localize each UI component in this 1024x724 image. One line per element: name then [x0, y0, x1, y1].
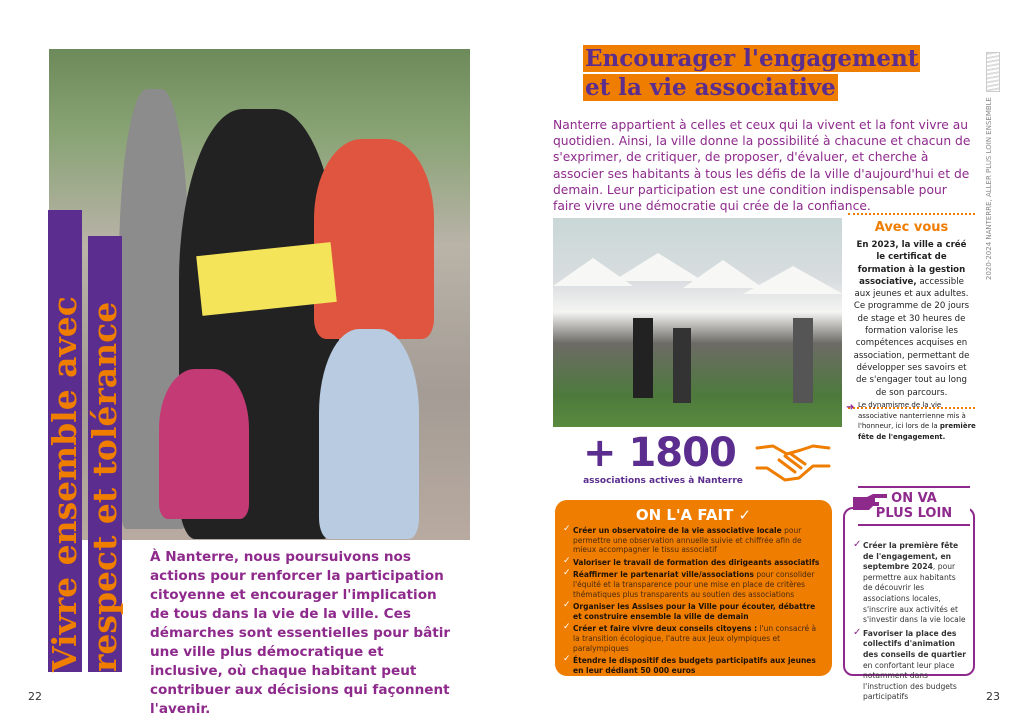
on-la-fait-list: [563, 526, 824, 675]
list-item: [853, 541, 967, 626]
stat-value: + 1800: [583, 430, 736, 476]
item-bold: Créer et faire vivre deux conseils citoyens :: [573, 624, 758, 634]
item-bold: Créer la première fête de l'engagement, en septembre 2024: [863, 541, 959, 572]
title-line-2: et la vie associative: [585, 74, 836, 101]
photo-association-fair: [553, 218, 842, 427]
avec-vous-box: [848, 213, 975, 409]
avec-vous-text: [851, 239, 972, 399]
avec-vous-bold: En 2023, la ville a créé le certificat de formation à la gestion associative,: [856, 240, 967, 287]
item-bold: Organiser les Assises pour la Ville pour écouter, débattre et construire ensemble la ville de demain: [573, 602, 816, 621]
caption-text: Le dynamisme de la vie associative nanterrienne mis à l'honneur, ici lors de la: [858, 401, 966, 430]
title-line-1: Encourager l'engagement: [585, 45, 919, 72]
list-item: [563, 570, 824, 599]
item-bold: Étendre le dispositif des budgets participatifs aux jeunes en leur dédiant 50 000 euros: [573, 656, 816, 675]
item-text: l'un consacré à la transition écologique, l'autre aux Jeux olympiques et paralympiques: [573, 624, 817, 653]
list-item: [563, 526, 824, 555]
item-bold: Favoriser la place des collectifs d'animation des conseils de quartier: [863, 628, 966, 659]
item-text: pour consolider l'équité et la transparence pour une mise en place de critères thématiques plus transparents au soutien des associations: [573, 570, 815, 599]
item-text: en confortant leur place notamment dans l'instruction des budgets participatifs: [863, 660, 957, 702]
side-running-title: 2020-2024 NANTERRE, ALLER PLUS LOIN ENSEMBLE: [985, 97, 993, 280]
check-icon: ✓: [563, 555, 571, 566]
title-line-2: respect et tolérance: [88, 236, 122, 672]
check-icon: ✓: [563, 568, 571, 579]
on-la-fait-box: [555, 500, 832, 676]
title-line-2: PLUS LOIN: [875, 506, 953, 521]
handshake-icon: [755, 440, 831, 484]
check-icon: ✓: [563, 654, 571, 665]
check-icon: ✓: [563, 600, 571, 611]
page-number-right: 23: [986, 690, 1000, 703]
pointing-hand-icon: [853, 494, 887, 510]
item-bold: Réaffirmer le partenariat ville/associations: [573, 570, 754, 580]
list-item: [563, 602, 824, 621]
item-bold: Créer un observatoire de la vie associative locale: [573, 526, 782, 535]
left-intro-text: À Nanterre, nous poursuivons nos actions pour renforcer la participation citoyenne et encourager l'implication de tous dans la vie de la ville. Ces démarches sont essentielles pour bâtir une ville plus démocratique et inclusive, où chaque habitant peut contribuer aux décisions qui façonnent l'avenir.: [150, 549, 451, 717]
avec-vous-body: accessible aux jeunes et aux adultes. Ce programme de 20 jours de stage et 30 heures de formation valorise les compétences acquises en association, permettant de développer ses savoirs et de s'engager tout au long de son parcours.: [853, 276, 970, 398]
check-icon: ✓: [563, 524, 571, 534]
right-intro-text: Nanterre appartient à celles et ceux qui la vivent et la font vivre au quotidien. Ainsi, la ville donne la possibilité à chacune et chacun de s'exprimer, de critiquer, de proposer, d'évaluer, et cherche à associer ses habitants à tous les défis de la ville d'aujourd'hui et de demain. Leur participation est une condition indispensable pour faire vivre une démocratie qui crée de la confiance.: [553, 118, 971, 214]
title-line-1: ON VA: [891, 491, 937, 506]
check-icon: ✓: [563, 622, 571, 633]
list-item: [563, 555, 824, 568]
list-item: [563, 656, 824, 675]
list-item: [563, 624, 824, 653]
check-icon: ✓: [853, 626, 862, 638]
check-icon: ✓: [853, 539, 862, 550]
avec-vous-title: Avec vous: [874, 220, 949, 235]
on-va-plus-loin-box: [843, 507, 975, 702]
nanterre-logo: [986, 52, 1000, 92]
stat-label: associations actives à Nanterre: [583, 476, 743, 486]
page-title: [583, 45, 920, 103]
list-item: [853, 626, 967, 703]
item-bold: Valoriser le travail de formation des dirigeants associatifs: [573, 557, 820, 567]
caption-bold: première fête de l'engagement.: [858, 422, 976, 441]
item-text: pour permettre une observation annuelle suivie et chiffrée afin de mieux accompagner le tissu associatif: [573, 526, 802, 555]
page-number-left: 22: [28, 690, 42, 703]
on-va-plus-loin-list: [853, 541, 967, 703]
photo-caption: [858, 400, 978, 442]
on-la-fait-title: ON L'A FAIT ✓: [635, 506, 752, 524]
arrow-right-icon: ➜: [846, 402, 855, 413]
item-text: , pour permettre aux habitants de découvrir les associations locales, s'inscrire aux activités et s'investir dans la vie locale: [863, 562, 966, 625]
title-line-1: Vivre ensemble avec: [48, 210, 82, 672]
